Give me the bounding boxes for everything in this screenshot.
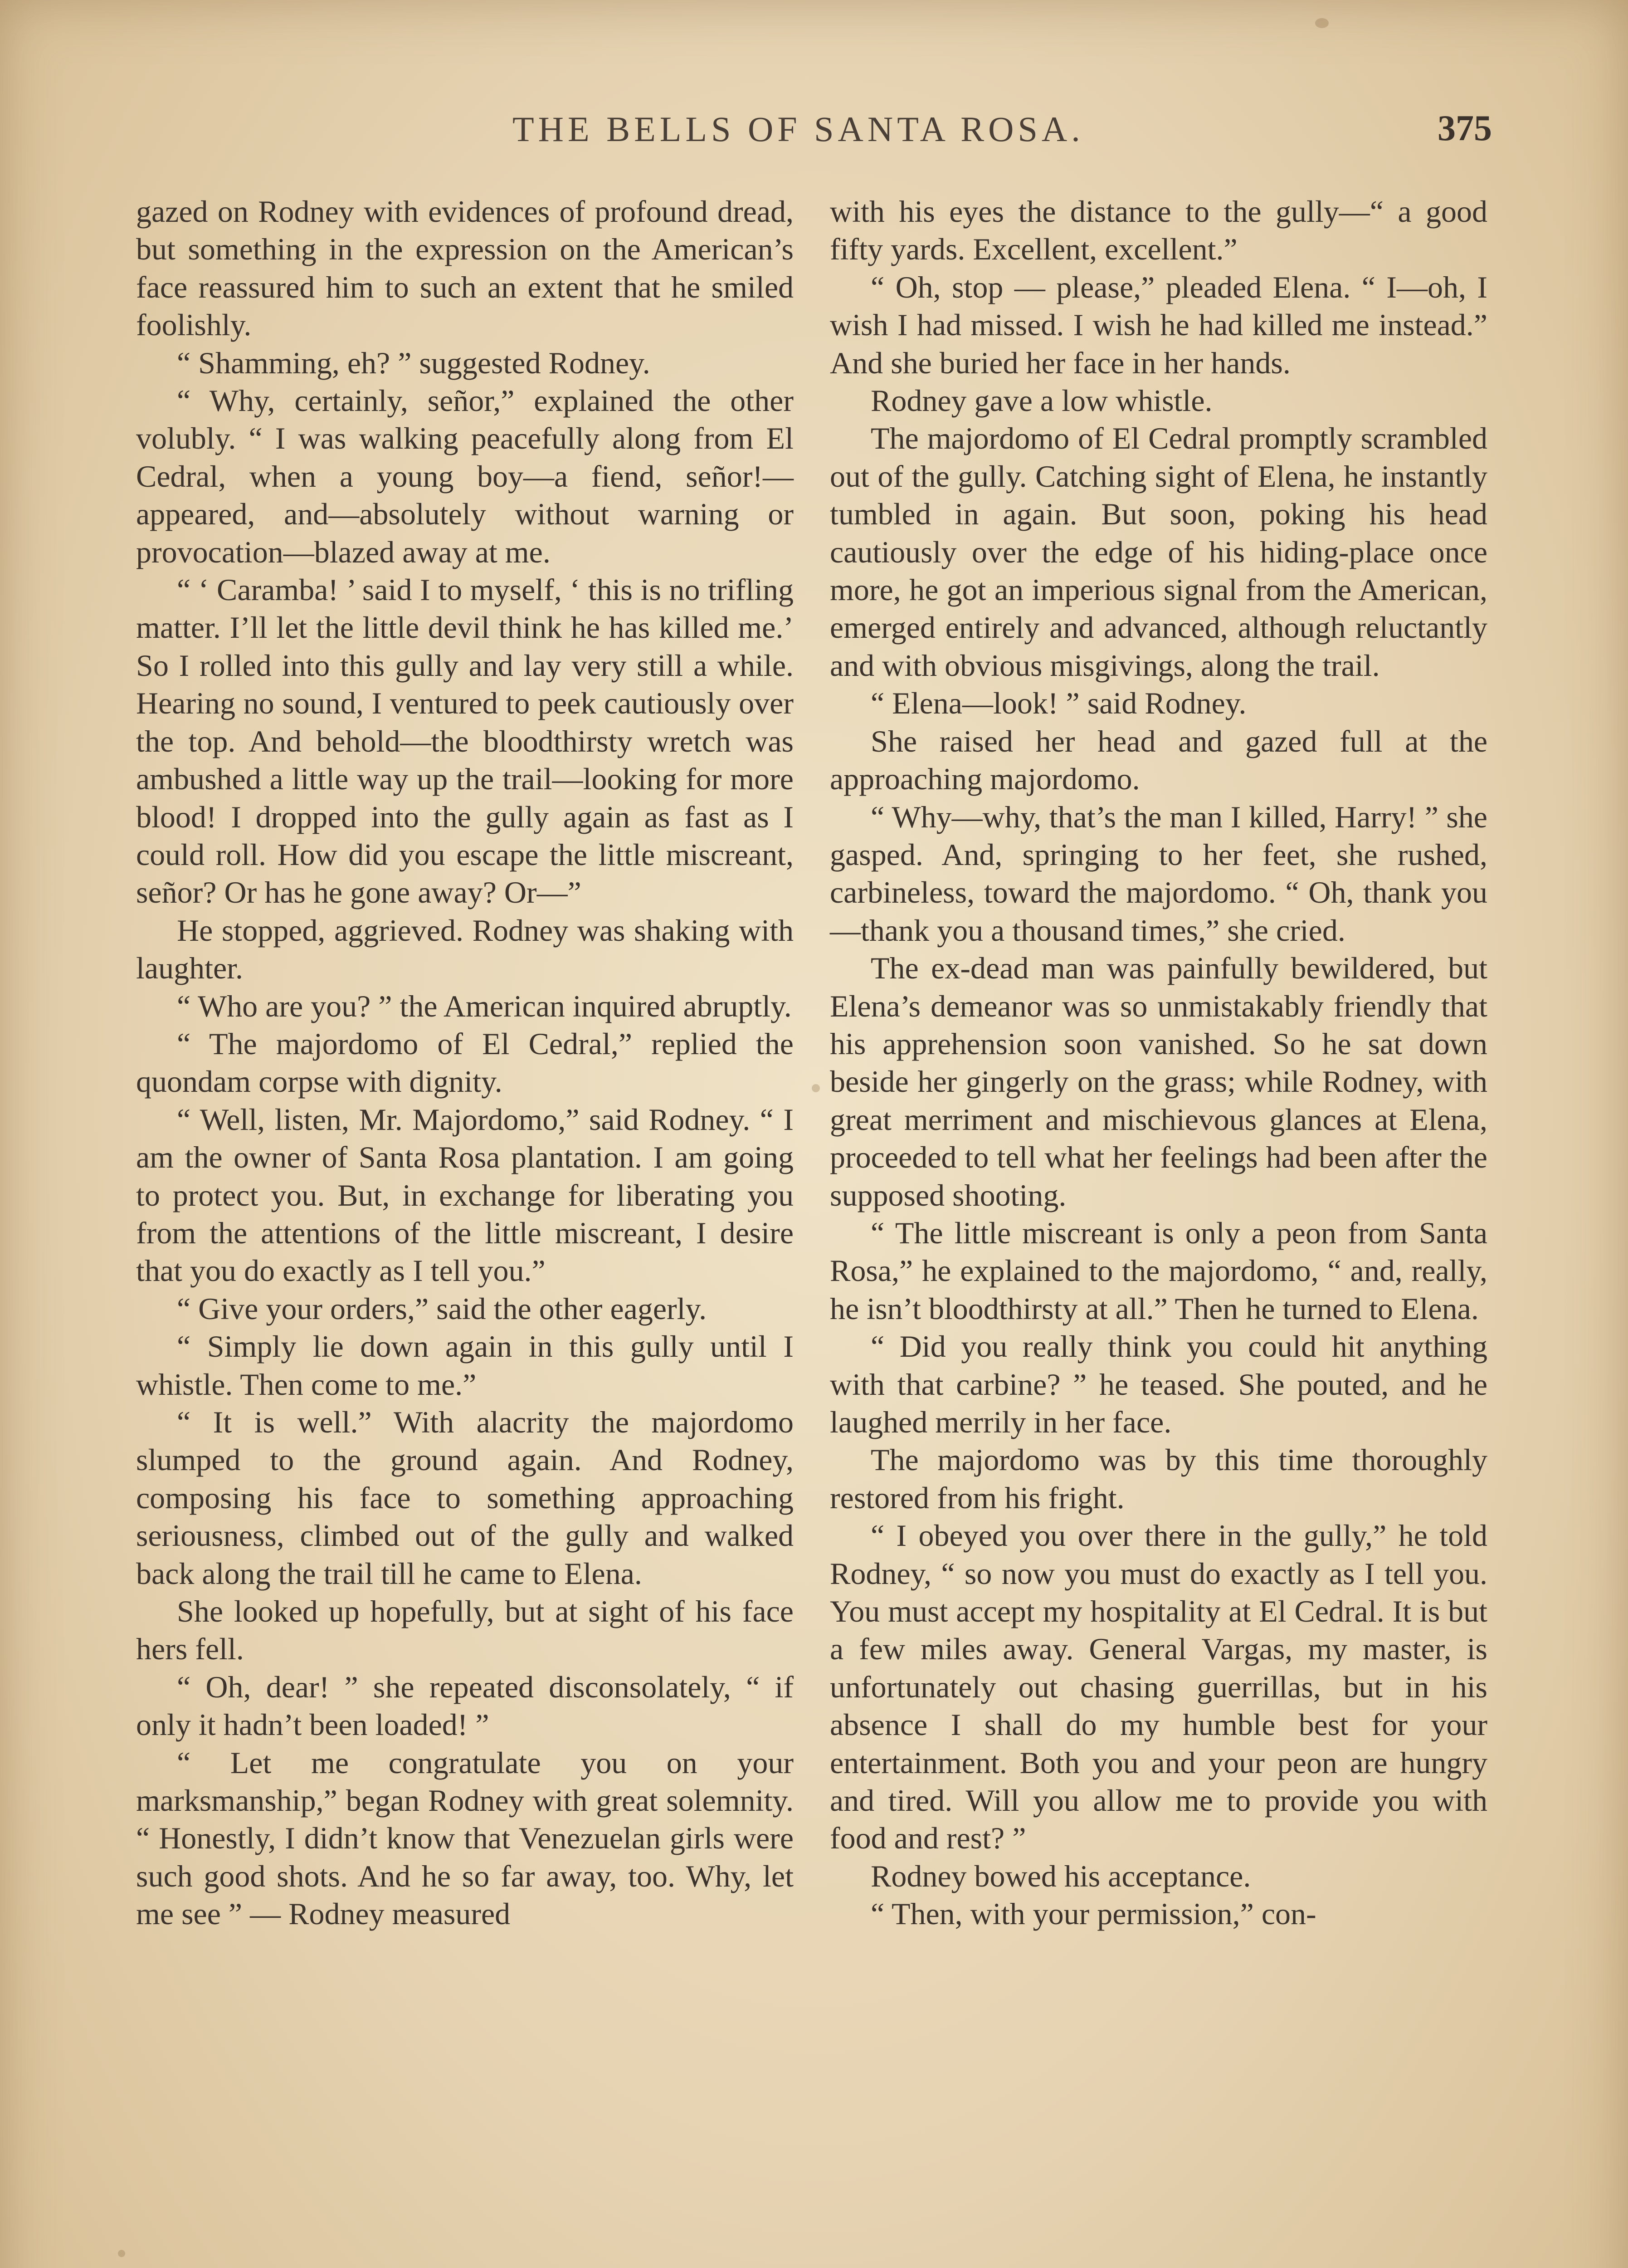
paragraph: “ The little miscreant is only a peon from Santa Rosa,” he explained to the majordomo, “ and, really, he isn’t bloodthirsty at all.” Then he turned to Elena. (830, 1215, 1487, 1326)
paper-stain (812, 1084, 820, 1092)
paragraph: Rodney bowed his acceptance. (871, 1858, 1251, 1893)
running-head: THE BELLS OF SANTA ROSA. (512, 109, 1084, 149)
paragraph: “ Why, certainly, señor,” explained the other volubly. “ I was walking peacefully along from El Cedral, when a young boy—a fiend, señor!—appeared, and—absolutely without warning or provocation—blazed away at me. (136, 383, 794, 569)
paragraph: “ Simply lie down again in this gully until I whistle. Then come to me.” (136, 1329, 794, 1402)
right-text-column (830, 193, 1487, 1933)
paragraph: She raised her head and gazed full at the approaching majordomo. (830, 723, 1487, 797)
paragraph: “ Let me congratulate you on your marksmanship,” began Rodney with great solemnity. “ Honestly, I didn’t know that Venezuelan girls were such good shots. And he so far away, too. Why, let me see ” — Rodney measured (136, 1745, 794, 1931)
paragraph: “ The majordomo of El Cedral,” replied the quondam corpse with dignity. (136, 1026, 794, 1099)
paragraph: “ Give your orders,” said the other eagerly. (177, 1291, 707, 1326)
paragraph: The ex-dead man was painfully bewildered, but Elena’s demeanor was so unmistakably friendly that his apprehension soon vanished. So he sat down beside her gingerly on the grass; while Rodney, with great merriment and mischievous glances at Elena, proceeded to tell what her feelings had been after the supposed shooting. (830, 951, 1487, 1212)
paragraph: “ Why—why, that’s the man I killed, Harry! ” she gasped. And, springing to her feet, she rushed, carbineless, toward the majordomo. “ Oh, thank you—thank you a thousand times,” she cried. (830, 799, 1487, 948)
paragraph: “ Did you really think you could hit anything with that carbine? ” he teased. She pouted, and he laughed merrily in her face. (830, 1329, 1487, 1439)
paper-stain (1315, 18, 1329, 28)
paragraph: gazed on Rodney with evidences of profound dread, but something in the expression on the American’s face reassured him to such an extent that he smiled foolishly. (136, 194, 794, 342)
paragraph: “ Oh, dear! ” she repeated disconsolately, “ if only it hadn’t been loaded! ” (136, 1669, 794, 1742)
page-number: 375 (1438, 108, 1492, 148)
paragraph: “ It is well.” With alacrity the majordomo slumped to the ground again. And Rodney, composing his face to something approaching seriousness, climbed out of the gully and walked back along the trail till he came to Elena. (136, 1405, 794, 1591)
paragraph: “ ‘ Caramba! ’ said I to myself, ‘ this is no trifling matter. I’ll let the little devil think he has killed me.’ So I rolled into this gully and lay very still a while. Hearing no sound, I ventured to peek cautiously over the top. And behold—the bloodthirsty wretch was ambushed a little way up the trail—looking for more blood! I dropped into the gully again as fast as I could roll. How did you escape the little miscreant, señor? Or has he gone away? Or—” (136, 572, 794, 910)
paragraph: “ Who are you? ” the American inquired abruptly. (177, 988, 792, 1023)
paragraph: “ Elena—look! ” said Rodney. (871, 686, 1247, 721)
paragraph: “ Oh, stop — please,” pleaded Elena. “ I—oh, I wish I had missed. I wish he had killed me instead.” And she buried her face in her hands. (830, 269, 1487, 380)
paragraph: “ I obeyed you over there in the gully,” he told Rodney, “ so now you must do exactly as I tell you. You must accept my hospitality at El Cedral. It is but a few miles away. General Vargas, my master, is unfortunately out chasing guerrillas, but in his absence I shall do my humble best for your entertainment. Both you and your peon are hungry and tired. Will you allow me to provide you with food and rest? ” (830, 1518, 1487, 1856)
paragraph: Rodney gave a low whistle. (871, 383, 1213, 418)
paragraph: The majordomo was by this time thoroughly restored from his fright. (830, 1442, 1487, 1515)
paragraph: “ Well, listen, Mr. Majordomo,” said Rodney. “ I am the owner of Santa Rosa plantation. I am going to protect you. But, in exchange for liberating you from the attentions of the little miscreant, I desire that you do exactly as I tell you.” (136, 1102, 794, 1288)
paragraph: The majordomo of El Cedral promptly scrambled out of the gully. Catching sight of Elena, he instantly tumbled in again. But soon, poking his head cautiously over the edge of his hiding-place once more, he got an imperious signal from the American, emerged entirely and advanced, although reluctantly and with obvious misgivings, along the trail. (830, 421, 1487, 683)
paragraph: “ Then, with your permission,” con- (871, 1897, 1316, 1931)
paragraph: She looked up hopefully, but at sight of his face hers fell. (136, 1594, 794, 1667)
left-text-column (136, 193, 794, 1933)
paragraph: He stopped, aggrieved. Rodney was shaking with laughter. (136, 913, 794, 986)
paragraph: “ Shamming, eh? ” suggested Rodney. (177, 345, 650, 380)
paragraph: with his eyes the distance to the gully—“ a good fifty yards. Excellent, excellent.” (830, 194, 1487, 267)
paper-stain (118, 2250, 125, 2257)
